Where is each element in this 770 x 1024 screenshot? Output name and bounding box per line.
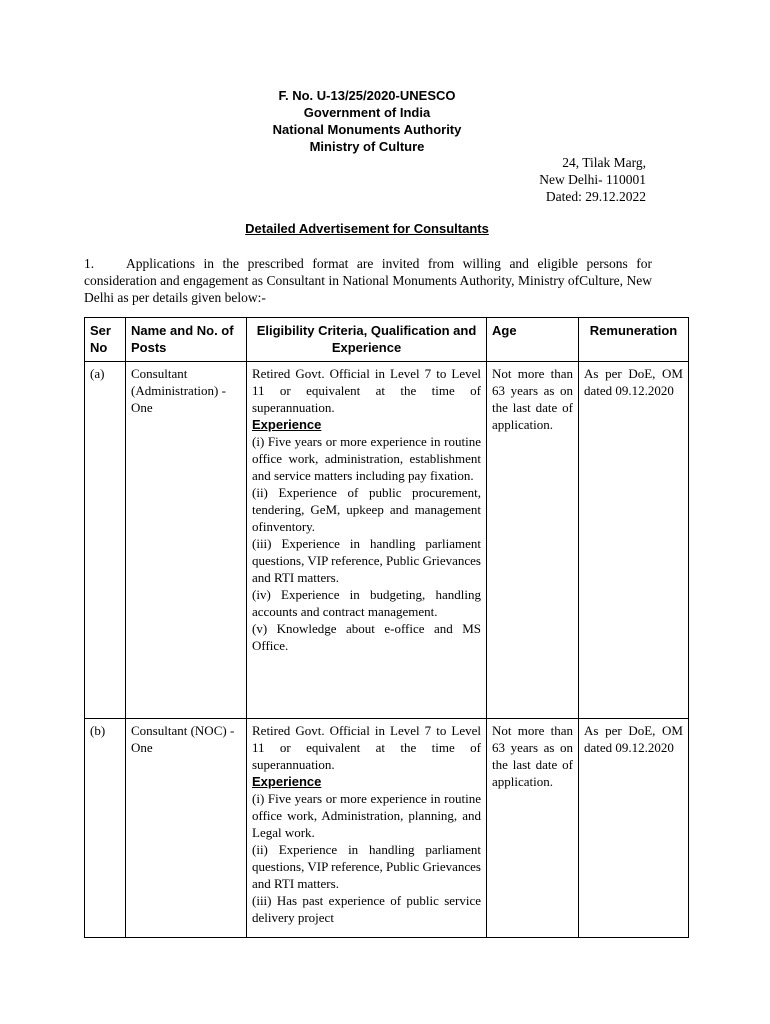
remuneration-cell: As per DoE, OM dated 09.12.2020 [579,362,689,719]
table-header-row [85,318,689,362]
government-name: Government of India [303,105,431,120]
document-header [0,87,734,155]
experience-item: (ii) Experience in handling parliament questions, VIP reference, Public Grievances and RTI matters. [252,842,481,891]
experience-item: (iv) Experience in budgeting, handling accounts and contract management. [252,587,481,619]
header-age: Age [487,318,579,362]
experience-label: Experience [252,774,322,789]
address-line-1: 24, Tilak Marg, [562,155,646,170]
header-ser-no: Ser No [85,318,126,362]
experience-item: (i) Five years or more experience in routine office work, administration, establishment and service matters including pay fixation. [252,434,481,483]
experience-item: (ii) Experience of public procurement, tendering, GeM, upkeep and management ofinventory. [252,485,481,534]
intro-paragraph [84,255,652,306]
age-cell: Not more than 63 years as on the last date of application. [487,362,579,719]
post-cell: Consultant (Administration) - One [126,362,247,719]
remuneration-cell: As per DoE, OM dated 09.12.2020 [579,719,689,938]
header-eligibility: Eligibility Criteria, Qualification and Experience [247,318,487,362]
ser-cell: (b) [85,719,126,938]
age-cell: Not more than 63 years as on the last date of application. [487,719,579,938]
experience-item: (iii) Has past experience of public service delivery project [252,893,481,925]
experience-item: (v) Knowledge about e-office and MS Office. [252,621,481,653]
intro-text: Applications in the prescribed format are invited from willing and eligible persons for consideration and engagement as Consultant in National Monuments Authority, Ministry ofCulture, New Delhi as per details given below:- [84,256,652,305]
ministry-name: Ministry of Culture [309,139,425,154]
experience-item: (iii) Experience in handling parliament questions, VIP reference, Public Grievances and RTI matters. [252,536,481,585]
date-line: Dated: 29.12.2022 [545,189,646,204]
eligibility-cell [247,719,487,938]
post-cell: Consultant (NOC) - One [126,719,247,938]
eligibility-cell [247,362,487,719]
paragraph-number: 1. [84,256,95,271]
experience-item: (i) Five years or more experience in routine office work, Administration, planning, and Legal work. [252,791,481,840]
table-row [85,719,689,938]
qualification-text: Retired Govt. Official in Level 7 to Level 11 or equivalent at the time of superannuation. [252,723,481,772]
file-number: F. No. U-13/25/2020-UNESCO [278,88,456,103]
posts-table [84,317,689,938]
advertisement-heading: Detailed Advertisement for Consultants [245,221,489,236]
ser-cell: (a) [85,362,126,719]
address-block [520,154,646,205]
address-line-2: New Delhi- 110001 [539,172,646,187]
qualification-text: Retired Govt. Official in Level 7 to Level 11 or equivalent at the time of superannuation. [252,366,481,415]
header-remuneration: Remuneration [579,318,689,362]
experience-label: Experience [252,417,322,432]
header-post-name: Name and No. of Posts [126,318,247,362]
authority-name: National Monuments Authority [272,122,462,137]
table-row [85,362,689,719]
